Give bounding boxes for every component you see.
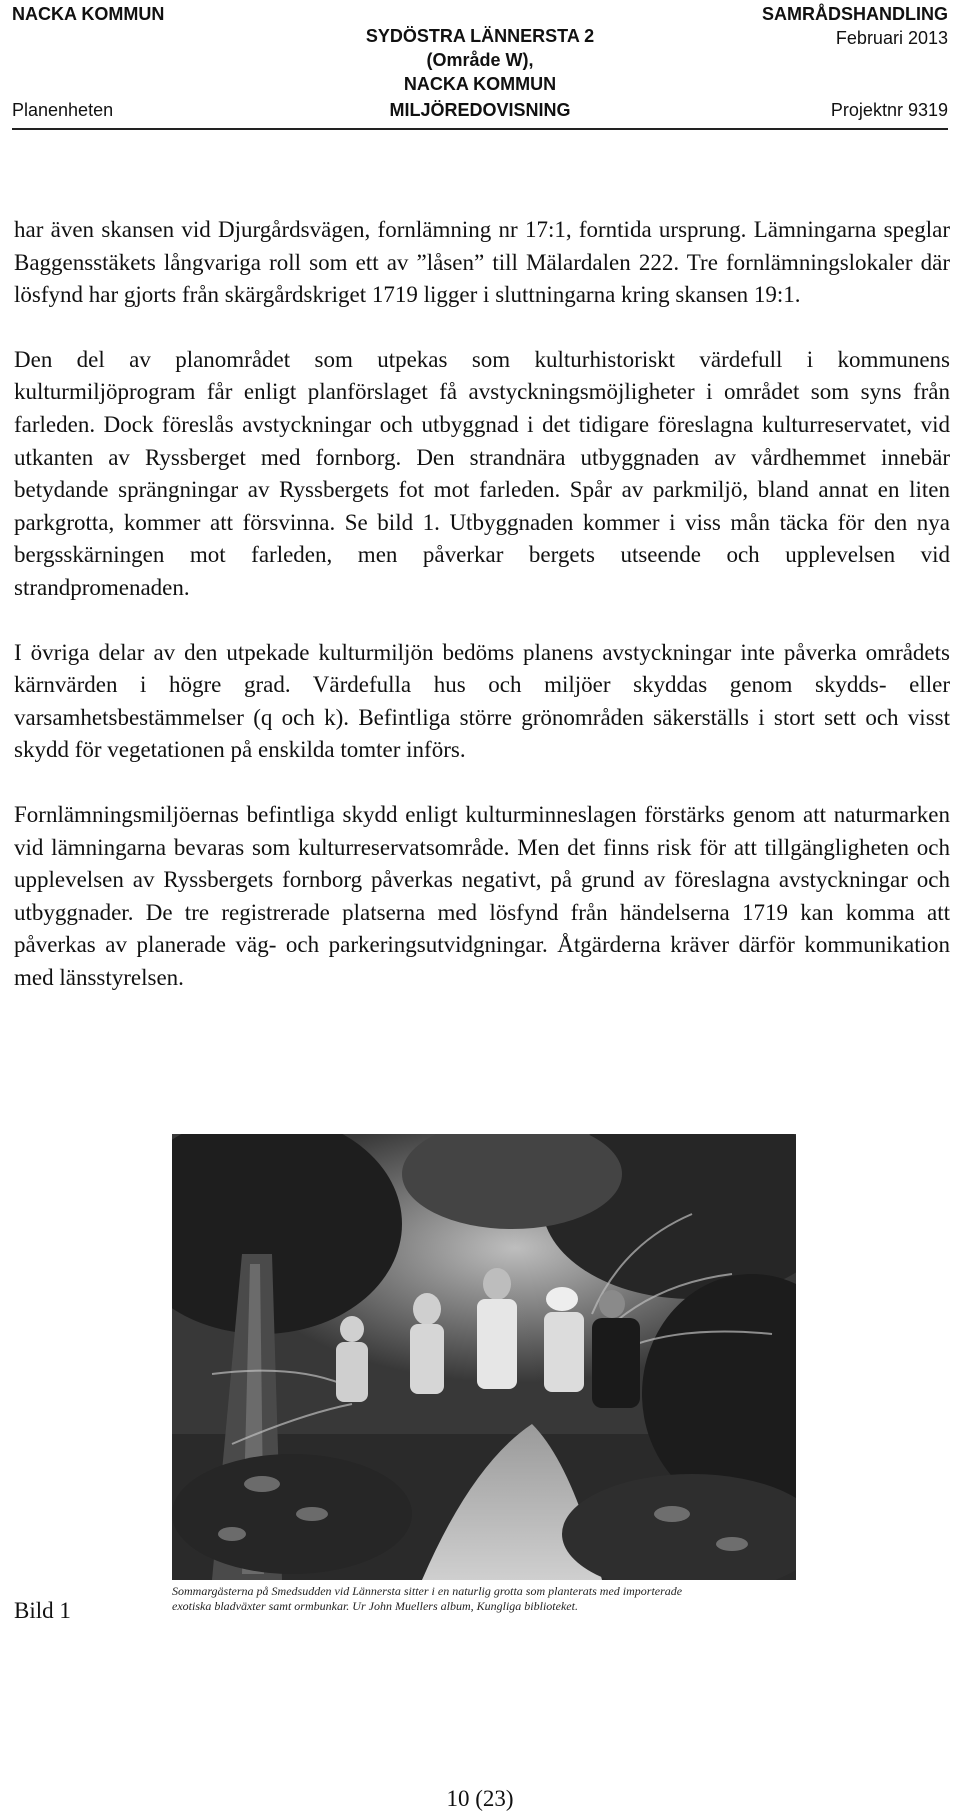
header-org: NACKA KOMMUN [12,4,165,24]
header-title-line-2: (Område W), [426,50,534,70]
photo-caption-line: Sommargästerna på Smedsudden vid Lännersta sitter i en naturlig grotta som planterats med importerade [172,1584,683,1598]
paragraph: Den del av planområdet som utpekas som kulturhistoriskt värdefull i kommunens kulturmiljöprogram får enligt planförslaget få avstyckningsmöjligheter i området som syns från farleden. Dock föreslås avstyckningar och utbyggnad i det tidigare föreslagna kulturreservatet, vid utkanten av Ryssberget med fornborg. Den strandnära utbyggnaden av vårdhemmet innebär betydande sprängningar av Ryssbergets fot mot farleden. Spår av parkmiljö, bland annat en liten parkgrotta, kommer att försvinna. Se bild 1. Utbyggnaden kommer i viss mån täcka för den nya bergsskärningen mot farleden, men påverkar bergets utseende och upplevelsen vid strandpromenaden. [14,346,950,600]
header-doc-type: SAMRÅDSHANDLING [762,4,948,24]
photo-caption-line: exotiska bladväxter samt ormbunkar. Ur John Muellers album, Kungliga biblioteket. [172,1599,578,1613]
figure-label: Bild 1 [14,1598,71,1623]
header-title-line-3: NACKA KOMMUN [403,74,557,94]
page-header [12,0,948,128]
header-project: Projektnr 9319 [830,100,948,120]
paragraph: har även skansen vid Djurgårdsvägen, fornlämning nr 17:1, forntida ursprung. Lämningarna speglar Baggensstäkets långvariga roll som ett av ”låsen” till Mälardalen 222. Tre fornlämningslokaler där lösfynd har gjorts från skärgårdskriget 1719 ligger i sluttningarna kring skansen 19:1. [14,217,950,308]
header-date: Februari 2013 [835,28,948,48]
header-dept: Planenheten [12,100,114,120]
paragraph: Fornlämningsmiljöernas befintliga skydd enligt kulturminneslagen förstärks genom att naturmarken vid lämningarna bevaras som kulturreservatsområde. Men det finns risk för att tillgängligheten och upplevelsen av Ryssbergets fornborg påverkas negativt, på grund av föreslagna avstyckningar och utbyggnader. De tre registrerade platserna med lösfynd från händelserna 1719 kan komma att påverkas av planerade väg- och parkeringsutvidgningar. Åtgärderna kräver därför kommunikation med länsstyrelsen. [14,801,950,990]
header-title-line-4: MILJÖREDOVISNING [389,100,571,120]
photo-caption [172,1584,812,1614]
body-text [14,214,950,1026]
header-rule [12,128,948,130]
paragraph: I övriga delar av den utpekade kulturmiljön bedöms planens avstyckningar inte påverka områdets kärnvärden i högre grad. Värdefulla hus och miljöer skyddas genom skydds- eller varsamhetsbestämmelser (q och k). Befintliga större grönområden säkerställs i stort sett och visst skydd för vegetationen på enskilda tomter införs. [14,639,950,763]
photo-image [172,1134,796,1580]
header-title-line-1: SYDÖSTRA LÄNNERSTA 2 [365,26,595,46]
historic-photo [172,1134,796,1580]
page-number: 10 (23) [446,1786,514,1811]
